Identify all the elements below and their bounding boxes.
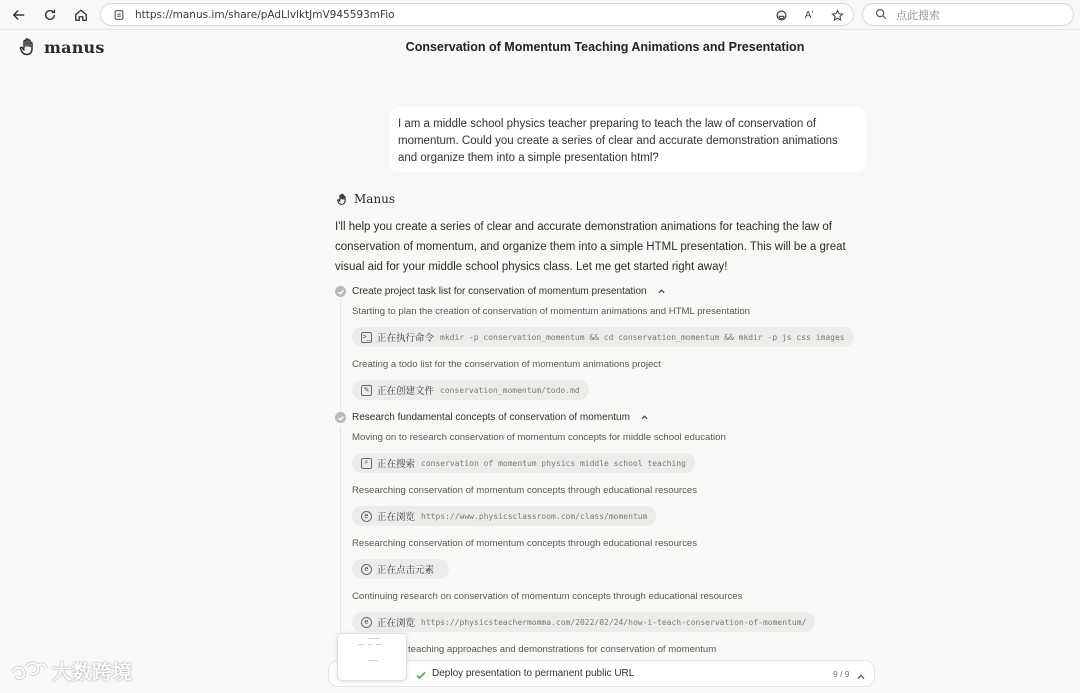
step-rail (340, 426, 341, 656)
refresh-icon[interactable] (39, 4, 61, 26)
computer-preview-thumbnail[interactable] (337, 633, 407, 681)
watermark (8, 656, 132, 685)
tool-action: 正在浏览 (377, 618, 416, 629)
step-item-text: Researching conservation of momentum concepts through educational resources (352, 538, 698, 549)
assistant-header (336, 192, 395, 206)
tool-call-pill[interactable] (352, 612, 815, 632)
manus-hand-icon (336, 193, 349, 206)
browser-icon: e (361, 617, 372, 628)
tool-action: 正在创建文件 (377, 386, 435, 397)
read-aloud-icon[interactable]: Aʹ (804, 9, 814, 21)
tool-argument: mkdir -p conservation_momentum && cd conservation_momentum && mkdir -p js css images (440, 332, 845, 342)
tool-action: 正在搜索 (377, 459, 416, 470)
step-title: Research fundamental concepts of conservation of momentum (352, 412, 630, 423)
step-title: Create project task list for conservation of momentum presentation (352, 286, 647, 297)
step-item-text: teaching approaches and demonstrations for conservation of momentum (408, 644, 717, 655)
user-message: I am a middle school physics teacher preparing to teach the law of conservation of momentum. Could you create a series of clear and accurate demonstration animations and organize them into a simple presentation html? (389, 107, 866, 172)
tool-action: 正在执行命令 (377, 333, 435, 344)
favorite-star-icon[interactable] (829, 7, 845, 23)
tool-call-pill[interactable] (352, 327, 854, 347)
chevron-up-icon[interactable] (856, 669, 866, 679)
edge-extension-icon[interactable] (773, 7, 789, 23)
task-count: 9 / 9 (833, 669, 850, 679)
chevron-up-icon[interactable] (640, 413, 650, 423)
tool-call-pill[interactable] (352, 380, 589, 400)
tool-action: 正在浏览 (377, 512, 416, 523)
step-item-text: Creating a todo list for the conservation of momentum animations project (352, 359, 661, 370)
tool-call-pill[interactable] (352, 453, 695, 473)
manus-hand-icon (18, 37, 38, 57)
address-bar[interactable] (100, 3, 854, 26)
step-item-text: Moving on to research conservation of momentum concepts for middle school education (352, 432, 726, 443)
check-icon (335, 286, 346, 297)
browser-icon: e (361, 564, 372, 575)
assistant-intro: I'll help you create a series of clear and accurate demonstration animations for teaching the law of conservation of momentum, and organize them into a simple HTML presentation. This will be a great visual aid for your middle school physics class. Let me get started right away! (335, 221, 846, 273)
check-icon (335, 412, 346, 423)
step-header[interactable] (335, 286, 667, 297)
tool-call-pill[interactable] (352, 506, 656, 526)
brand-name: manus (44, 37, 105, 57)
manus-logo[interactable] (18, 37, 105, 57)
step-rail (340, 300, 341, 410)
tool-call-pill[interactable] (352, 559, 449, 579)
step-item-text: Starting to plan the creation of conservation of momentum animations and HTML presentation (352, 306, 750, 317)
step-header[interactable] (335, 412, 650, 423)
back-icon[interactable] (8, 4, 30, 26)
chevron-up-icon[interactable] (657, 287, 667, 297)
page-title: Conservation of Momentum Teaching Animations and Presentation (405, 40, 805, 54)
search-icon (875, 8, 888, 21)
watermark-logo-icon (8, 658, 48, 684)
task-progress-bar[interactable] (328, 660, 875, 687)
watermark-text: 大数跨境 (52, 660, 132, 684)
assistant-name: Manus (354, 192, 396, 206)
search-placeholder: 点此搜索 (896, 8, 940, 22)
edit-icon: ✎ (361, 385, 372, 396)
tool-argument: https://physicsteachermomma.com/2022/02/24/how-i-teach-conservation-of-momentum/ (421, 617, 807, 627)
browser-search-box[interactable] (862, 3, 1074, 26)
browser-icon: e (361, 511, 372, 522)
step-item-text: Researching conservation of momentum concepts through educational resources (352, 485, 698, 496)
site-info-icon[interactable] (113, 8, 127, 22)
terminal-icon: >_ (362, 333, 371, 341)
home-icon[interactable] (70, 4, 92, 26)
check-icon (415, 668, 427, 680)
tool-argument: conservation_momentum/todo.md (440, 385, 580, 395)
search-icon: ⌕ (361, 458, 372, 469)
tool-argument: conservation of momentum physics middle school teaching (421, 458, 686, 468)
tool-action: 正在点击元素 (377, 565, 435, 576)
tool-argument: https://www.physicsclassroom.com/class/momentum (421, 511, 648, 521)
step-item-text: Continuing research on conservation of momentum concepts through educational resources (352, 591, 743, 602)
url-text[interactable]: https://manus.im/share/pAdLlvlktJmV945593mFio (135, 8, 395, 21)
current-task-label: Deploy presentation to permanent public URL (432, 668, 635, 679)
